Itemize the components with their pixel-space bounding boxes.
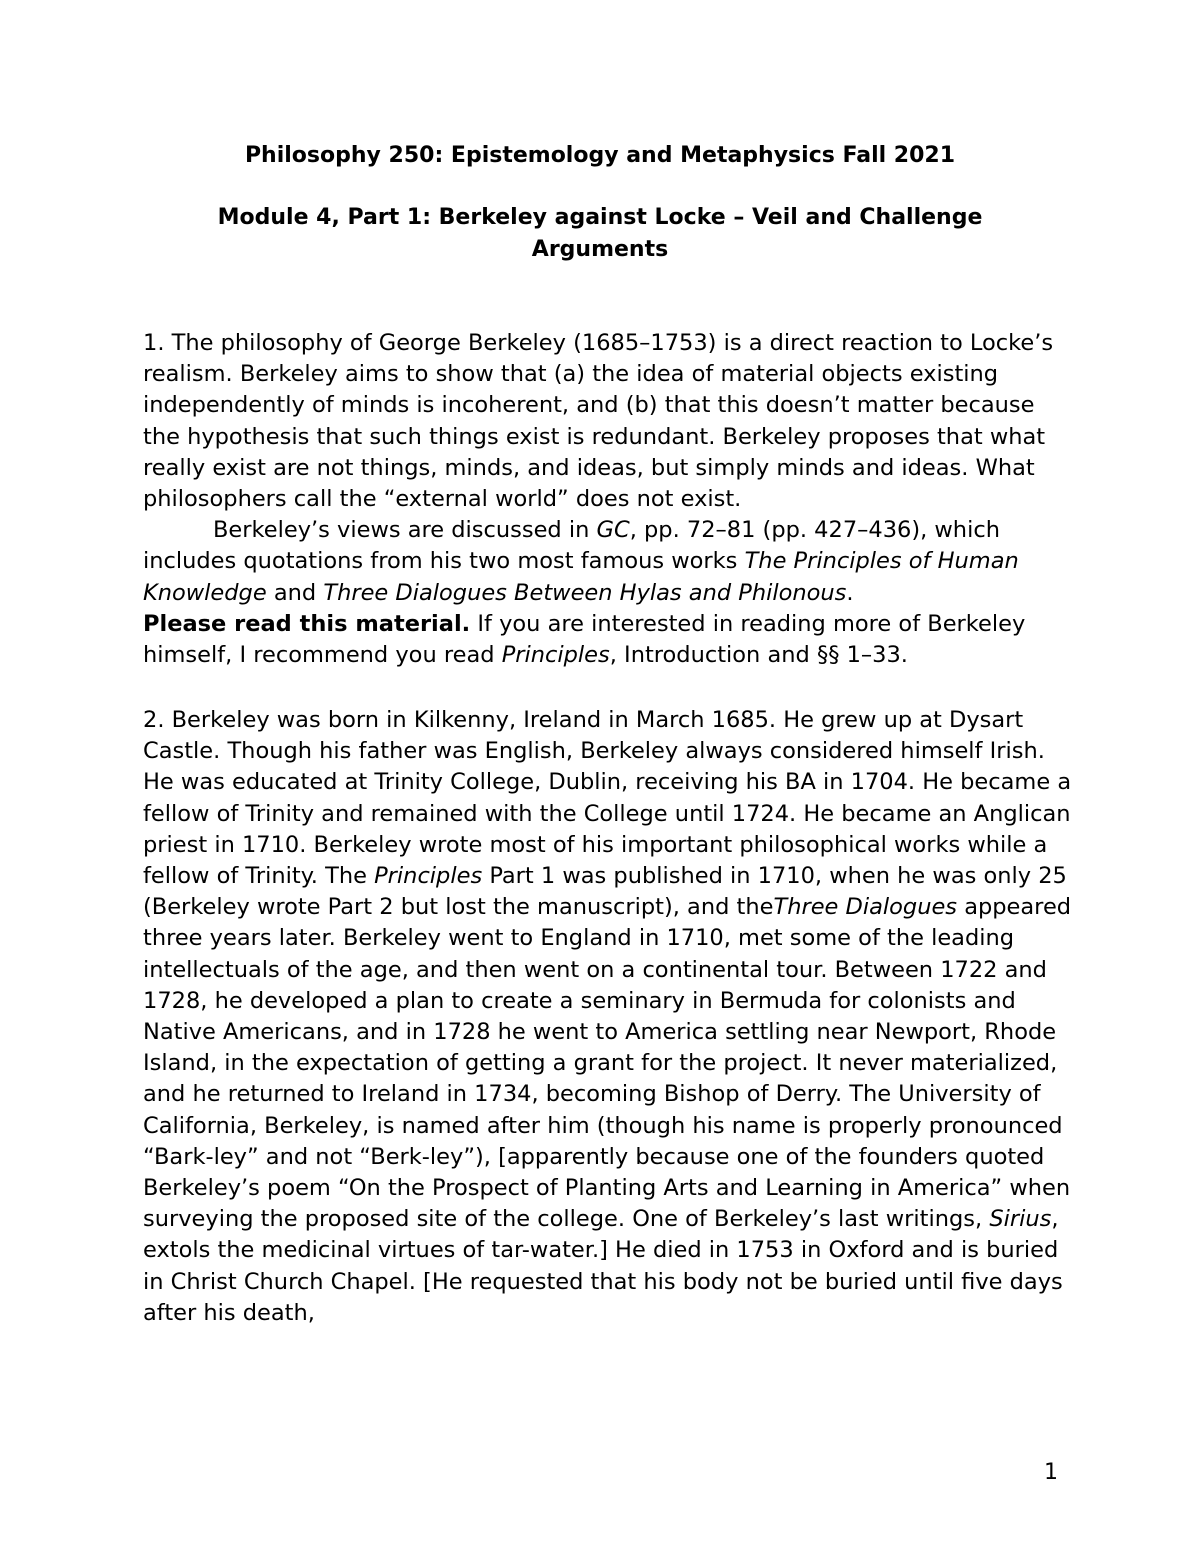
module-title-line-2: Arguments [531,237,669,262]
ref-gc: GC [596,517,630,544]
work-principles: Principles [374,863,483,890]
work-sirius: Sirius [989,1206,1052,1233]
read-emphasis: Please read this material. [143,610,471,637]
section-2-text-d: , extols the medicinal virtues of tar-water.] He died in 1753 in Oxford and is buried in Christ Church Chapel. [He requested that his body not be buried until five days after his death, [143,1206,1063,1326]
section-1-paragraph [143,328,1073,671]
work-dialogues-full: Three Dialogues Between Hylas and Philonous [323,579,847,606]
section-1-text-a: 1. The philosophy of George Berkeley (1685–1753) is a direct reaction to Locke’s realism. Berkeley aims to show that (a) the idea of material objects existing independently of minds is incoherent, and (b) that this doesn’t matter because the hypothesis that such things exist is redundant. Berkeley proposes that what really exist are not things, minds, and ideas, but simply minds and ideas. What philosophers call the “external world” does not exist. [143,330,1054,513]
section-1-text-c: , pp. 72–81 (pp. 427–436), which includes quotations from his two most famous works [143,517,1000,575]
section-1-text-f: If you are interested in reading more of Berkeley himself, I recommend you read [143,610,1026,669]
section-1-text-g: , Introduction and §§ 1–33. [609,642,908,669]
work-principles-short: Principles [501,642,610,669]
section-2-paragraph [143,705,1073,1329]
module-title-line-1: Module 4, Part 1: Berkeley against Locke – Veil and Challenge [217,205,983,230]
section-1-text-b: Berkeley’s views are discussed in [213,517,597,544]
section-1-text-e: . [846,579,854,606]
module-title [0,202,1200,266]
section-2-text-b: Part 1 was published in 1710, when he was only 25 (Berkeley wrote Part 2 but lost the manuscript), and the [143,863,1067,921]
course-title: Philosophy 250: Epistemology and Metaphysics Fall 2021 [244,143,956,168]
work-principles-full: The Principles of Human Knowledge [143,548,1019,606]
work-dialogues: Three Dialogues [773,894,958,921]
page-number: 1 [1044,1460,1058,1485]
section-1-text-d: and [266,579,324,606]
section-2-text-a: 2. Berkeley was born in Kilkenny, Ireland in March 1685. He grew up at Dysart Castle. Though his father was English, Berkeley always considered himself Irish. He was educated at Trinity College, Dublin, receiving his BA in 1704. He became a fellow of Trinity and remained with the College until 1724. He became an Anglican priest in 1710. Berkeley wrote most of his important philosophical works while a fellow of Trinity. The [143,707,1072,890]
section-2-text-c: appeared three years later. Berkeley went to England in 1710, met some of the leading intellectuals of the age, and then went on a continental tour. Between 1722 and 1728, he developed a plan to create a seminary in Bermuda for colonists and Native Americans, and in 1728 he went to America settling near Newport, Rhode Island, in the expectation of getting a grant for the project. It never materialized, and he returned to Ireland in 1734, becoming Bishop of Derry. The University of California, Berkeley, is named after him (though his name is properly pronounced “Bark-ley” and not “Berk-ley”), [apparently because one of the founders quoted Berkeley’s poem “On the Prospect of Planting Arts and Learning in America” when surveying the proposed site of the college. One of Berkeley’s last writings, [143,894,1072,1233]
